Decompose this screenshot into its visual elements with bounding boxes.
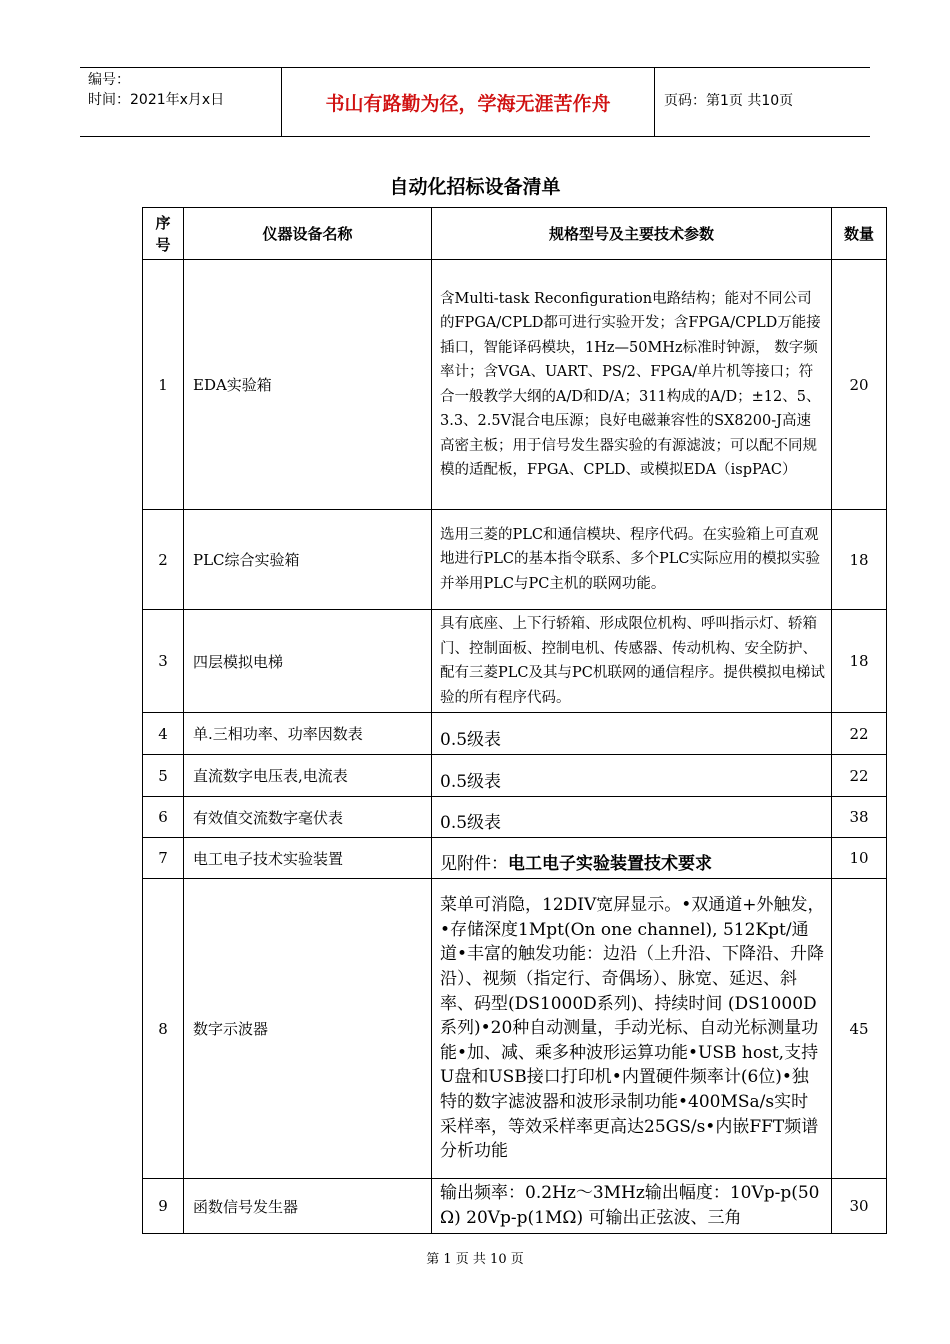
- header-divider-right: [654, 68, 655, 136]
- table-row: [143, 260, 887, 510]
- row-qty: 30: [832, 1179, 887, 1234]
- header-spec: 规格型号及主要技术参数: [432, 208, 832, 260]
- table-row: [143, 610, 887, 713]
- attachment-title: 电工电子实验装置技术要求: [508, 853, 712, 874]
- table-row: [143, 879, 887, 1179]
- equipment-table: [142, 207, 887, 1234]
- row-spec: [432, 838, 832, 879]
- row-qty: 22: [832, 755, 887, 797]
- header-no: 序号: [143, 208, 184, 260]
- header-bottom-rule: [80, 136, 870, 137]
- row-spec: 选用三菱的PLC和通信模块、程序代码。在实验箱上可直观地进行PLC的基本指令联系、多个PLC实际应用的模拟实验并举用PLC与PC主机的联网功能。: [432, 510, 832, 610]
- row-qty: 10: [832, 838, 887, 879]
- table-row: [143, 838, 887, 879]
- row-no: 7: [143, 838, 184, 879]
- row-name: PLC综合实验箱: [184, 510, 432, 610]
- header-info: [88, 70, 224, 110]
- table-row: [143, 713, 887, 755]
- table-row: [143, 1179, 887, 1234]
- row-spec: 具有底座、上下行轿箱、形成限位机构、呼叫指示灯、轿箱门、控制面板、控制电机、传感器、传动机构、安全防护、配有三菱PLC及其与PC机联网的通信程序。提供模拟电梯试验的所有程序代码。: [432, 610, 832, 713]
- row-no: 2: [143, 510, 184, 610]
- row-qty: 45: [832, 879, 887, 1179]
- row-qty: 18: [832, 510, 887, 610]
- row-spec: 0.5级表: [432, 755, 832, 797]
- row-qty: 18: [832, 610, 887, 713]
- header-page-info: 页码：第1页 共10页: [664, 93, 794, 109]
- table-row: [143, 510, 887, 610]
- row-spec: 0.5级表: [432, 713, 832, 755]
- row-spec: 输出频率：0.2Hz～3MHz输出幅度：10Vp-p(50Ω) 20Vp-p(1MΩ) 可输出正弦波、三角: [432, 1179, 832, 1234]
- row-spec: 含Multi-task Reconfiguration电路结构；能对不同公司的FPGA/CPLD都可进行实验开发；含FPGA/CPLD万能接插口，智能译码模块，1Hz—50MHz标准时钟源， 数字频率计；含VGA、UART、PS/2、FPGA/单片机等接口；符合一般教学大纲的A/D和D/A；311构成的A/D；±12、5、3.3、2.5V混合电压源；良好电磁兼容性的SX8200-J高速高密主板；用于信号发生器实验的有源滤波；可以配不同规模的适配板，FPGA、CPLD、或模拟EDA（ispPAC）: [432, 260, 832, 510]
- document-code-label: 编号：: [88, 72, 130, 88]
- row-name: 四层模拟电梯: [184, 610, 432, 713]
- row-name: EDA实验箱: [184, 260, 432, 510]
- row-no: 4: [143, 713, 184, 755]
- row-no: 8: [143, 879, 184, 1179]
- row-spec: 菜单可消隐，12DIV宽屏显示。•双通道+外触发，•存储深度1Mpt(On one channel), 512Kpt/通道•丰富的触发功能：边沿（上升沿、下降沿、升降沿）、视频（指定行、奇偶场）、脉宽、延迟、斜率、码型(DS1000D系列)、持续时间 (DS1000D系列)•20种自动测量，手动光标、自动光标测量功能•加、减、乘多种波形运算功能•USB host,支持U盘和USB接口打印机•内置硬件频率计(6位)•独特的数字滤波器和波形录制功能•400MSa/s实时采样率，等效采样率更高达25GS/s•内嵌FFT频谱分析功能: [432, 879, 832, 1179]
- table-row: [143, 755, 887, 797]
- header-qty: 数量: [832, 208, 887, 260]
- row-name: 电工电子技术实验装置: [184, 838, 432, 879]
- row-no: 9: [143, 1179, 184, 1234]
- row-qty: 38: [832, 797, 887, 838]
- row-no: 5: [143, 755, 184, 797]
- row-name: 数字示波器: [184, 879, 432, 1179]
- row-name: 有效值交流数字毫伏表: [184, 797, 432, 838]
- row-name: 函数信号发生器: [184, 1179, 432, 1234]
- row-no: 6: [143, 797, 184, 838]
- row-qty: 20: [832, 260, 887, 510]
- document-title: 自动化招标设备清单: [389, 176, 561, 198]
- document-time-label: 时间：2021年x月x日: [88, 92, 225, 108]
- header-name: 仪器设备名称: [184, 208, 432, 260]
- table-header-row: [143, 208, 887, 260]
- page-footer: 第 1 页 共 10 页: [426, 1252, 524, 1267]
- row-spec: 0.5级表: [432, 797, 832, 838]
- header-motto: 书山有路勤为径，学海无涯苦作舟: [325, 92, 611, 115]
- row-name: 单.三相功率、功率因数表: [184, 713, 432, 755]
- row-no: 1: [143, 260, 184, 510]
- row-name: 直流数字电压表,电流表: [184, 755, 432, 797]
- row-no: 3: [143, 610, 184, 713]
- table-row: [143, 797, 887, 838]
- attachment-prefix: 见附件：: [440, 853, 508, 874]
- row-qty: 22: [832, 713, 887, 755]
